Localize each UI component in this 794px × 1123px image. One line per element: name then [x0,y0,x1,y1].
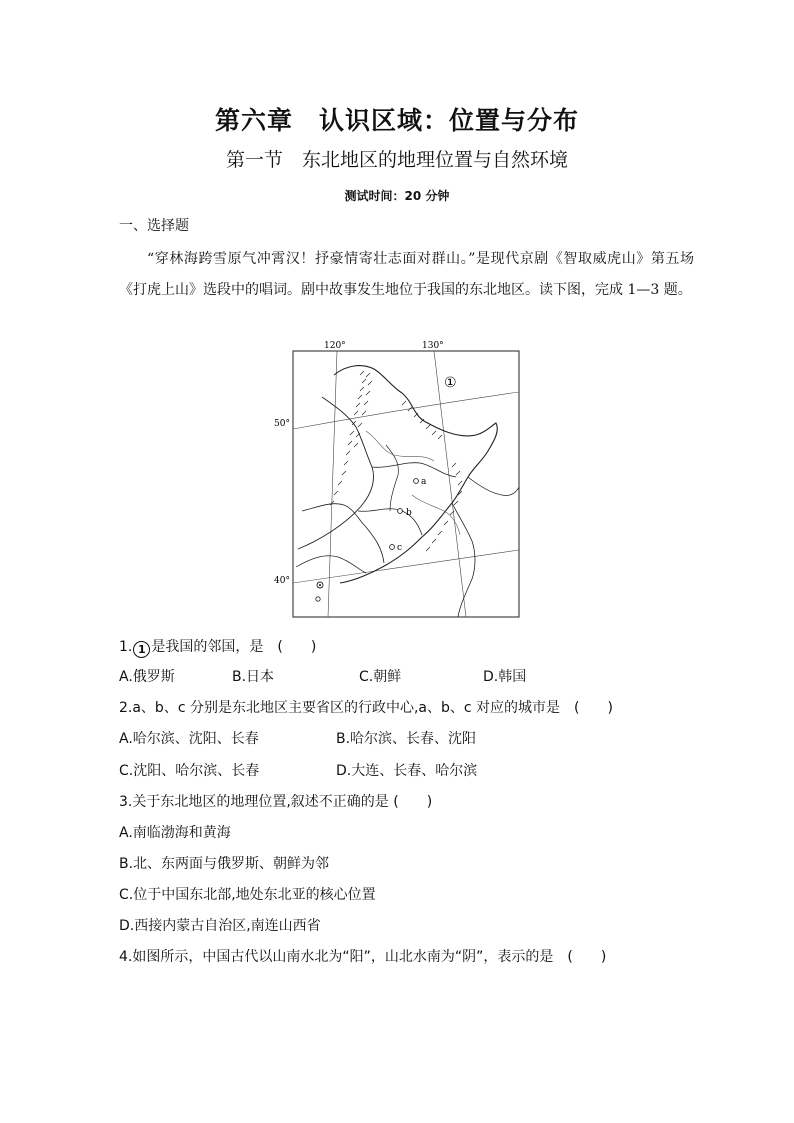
part-heading: 一、选择题 [119,218,189,234]
question-2-option-c[interactable]: C.沈阳、哈尔滨、长春 [119,763,260,779]
city-c-label: c [397,543,403,553]
section-title: 第一节 东北地区的地理位置与自然环境 [225,149,568,171]
lat-label-50: 50° [274,419,290,429]
country-marker-1-inline: 1 [133,641,150,658]
lat-label-40: 40° [274,576,290,586]
question-3-option-d[interactable]: D.西接内蒙古自治区,南连山西省 [119,918,321,934]
city-b-label: b [406,508,412,518]
question-2-option-a[interactable]: A.哈尔滨、沈阳、长春 [119,731,259,747]
city-a-marker [414,479,419,484]
lon-label-120: 120° [324,341,346,351]
question-4-stem: 4.如图所示，中国古代以山南水北为“阳”，山北水南为“阴”，表示的是 ( ) [119,949,607,965]
question-3-stem: 3.关于东北地区的地理位置,叙述不正确的是 ( ) [119,794,433,810]
city-b-marker [398,509,403,514]
question-2-option-d[interactable]: D.大连、长春、哈尔滨 [336,763,478,779]
question-3-option-b[interactable]: B.北、东两面与俄罗斯、朝鲜为邻 [119,856,330,872]
test-time: 测试时间：20 分钟 [344,189,450,203]
question-1-option-d[interactable]: D.韩国 [483,669,527,685]
intro-paragraph: “穿林海跨雪原气冲霄汉！抒豪情寄壮志面对群山。”是现代京剧《智取威虎山》第五场《打虎上山》选段中的唱词。剧中故事发生地位于我国的东北地区。读下图，完成 1—3 题。 [119,251,694,298]
question-1-stem: 是我国的邻国，是 ( ) [151,639,317,655]
question-1-option-b[interactable]: B.日本 [232,669,275,685]
northeast-china-map [262,335,532,625]
city-marker [316,597,320,601]
question-3-option-c[interactable]: C.位于中国东北部,地处东北亚的核心位置 [119,887,376,903]
question-2-option-b[interactable]: B.哈尔滨、长春、沈阳 [336,731,477,747]
map-frame [293,351,519,617]
capital-dot [319,584,321,586]
question-3-option-a[interactable]: A.南临渤海和黄海 [119,825,231,841]
question-1-prefix: 1. [119,639,133,655]
country-marker-1: ① [444,375,457,391]
question-1-option-a[interactable]: A.俄罗斯 [119,669,175,685]
question-2-stem: 2.a、b、c 分别是东北地区主要省区的行政中心,a、b、c 对应的城市是 ( ) [119,700,613,716]
chapter-title: 第六章 认识区域：位置与分布 [214,106,579,135]
city-c-marker [390,545,395,550]
question-1 [119,636,316,658]
lon-label-130: 130° [422,341,444,351]
city-a-label: a [421,477,427,487]
question-1-option-c[interactable]: C.朝鲜 [359,669,402,685]
